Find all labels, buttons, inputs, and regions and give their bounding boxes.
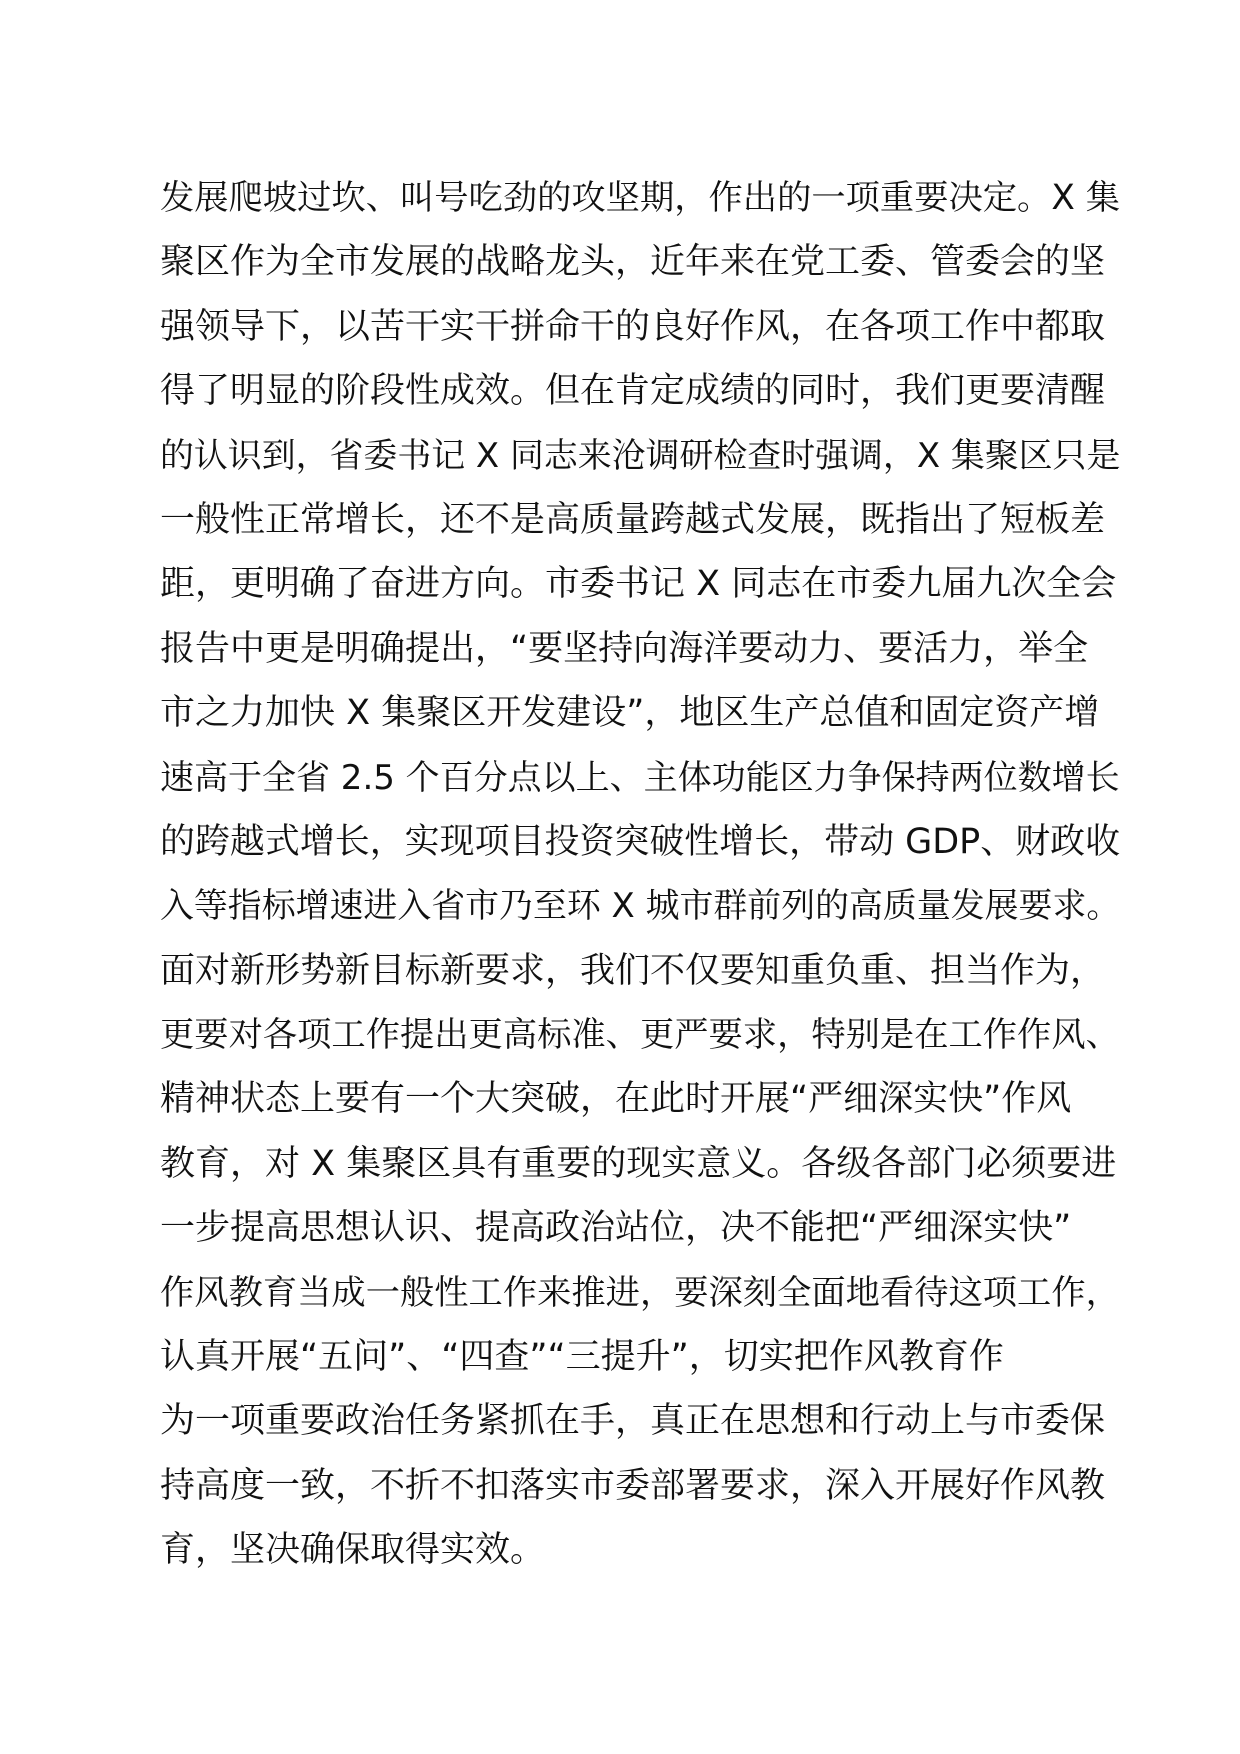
text-line-22: 育，坚决确保取得实效。 (160, 1530, 546, 1571)
text-line-16: 教育，对 X 集聚区具有重要的现实意义。各级各部门必须要进 (160, 1143, 1117, 1184)
text-line-11: 的跨越式增长，实现项目投资突破性增长，带动 GDP、财政收 (160, 821, 1121, 862)
text-line-2: 聚区作为全市发展的战略龙头，近年来在党工委、管委会的坚 (160, 242, 1106, 283)
text-line-12: 入等指标增速进入省市乃至环 X 城市群前列的高质量发展要求。 (160, 886, 1121, 926)
text-line-9: 市之力加快 X 集聚区开发建设”，地区生产总值和固定资产增 (160, 693, 1100, 734)
text-line-1: 发展爬坡过坎、叫号吃劲的攻坚期，作出的一项重要决定。X 集 (160, 178, 1120, 218)
text-line-13: 面对新形势新目标新要求，我们不仅要知重负重、担当作为， (160, 950, 1106, 991)
text-line-4: 得了明显的阶段性成效。但在肯定成绩的同时，我们更要清醒 (160, 371, 1106, 412)
text-line-21: 持高度一致，不折不扣落实市委部署要求，深入开展好作风教 (160, 1465, 1106, 1506)
text-line-3: 强领导下，以苦干实干拼命干的良好作风，在各项工作中都取 (160, 306, 1106, 347)
text-line-7: 距，更明确了奋进方向。市委书记 X 同志在市委九届九次全会 (160, 564, 1117, 605)
text-line-18: 作风教育当成一般性工作来推进，要深刻全面地看待这项工作， (160, 1272, 1120, 1313)
text-line-17: 一步提高思想认识、提高政治站位，决不能把“严细深实快” (160, 1208, 1072, 1249)
text-line-5: 的认识到，省委书记 X 同志来沧调研检查时强调，X 集聚区只是 (160, 435, 1121, 475)
text-line-8: 报告中更是明确提出，“要坚持向海洋要动力、要活力，举全 (160, 628, 1089, 669)
text-line-6: 一般性正常增长，还不是高质量跨越式发展，既指出了短板差 (160, 499, 1106, 540)
text-line-14: 更要对各项工作提出更高标准、更严要求，特别是在工作作风、 (160, 1015, 1120, 1056)
text-line-19: 认真开展“五问”、“四查”“三提升”，切实把作风教育作 (160, 1337, 1004, 1378)
text-line-10: 速高于全省 2.5 个百分点以上、主体功能区力争保持两位数增长 (160, 757, 1120, 798)
body-paragraph (160, 166, 1120, 1583)
text-line-20: 为一项重要政治任务紧抓在手，真正在思想和行动上与市委保 (160, 1401, 1106, 1442)
text-line-15: 精神状态上要有一个大突破，在此时开展“严细深实快”作风 (160, 1079, 1072, 1120)
